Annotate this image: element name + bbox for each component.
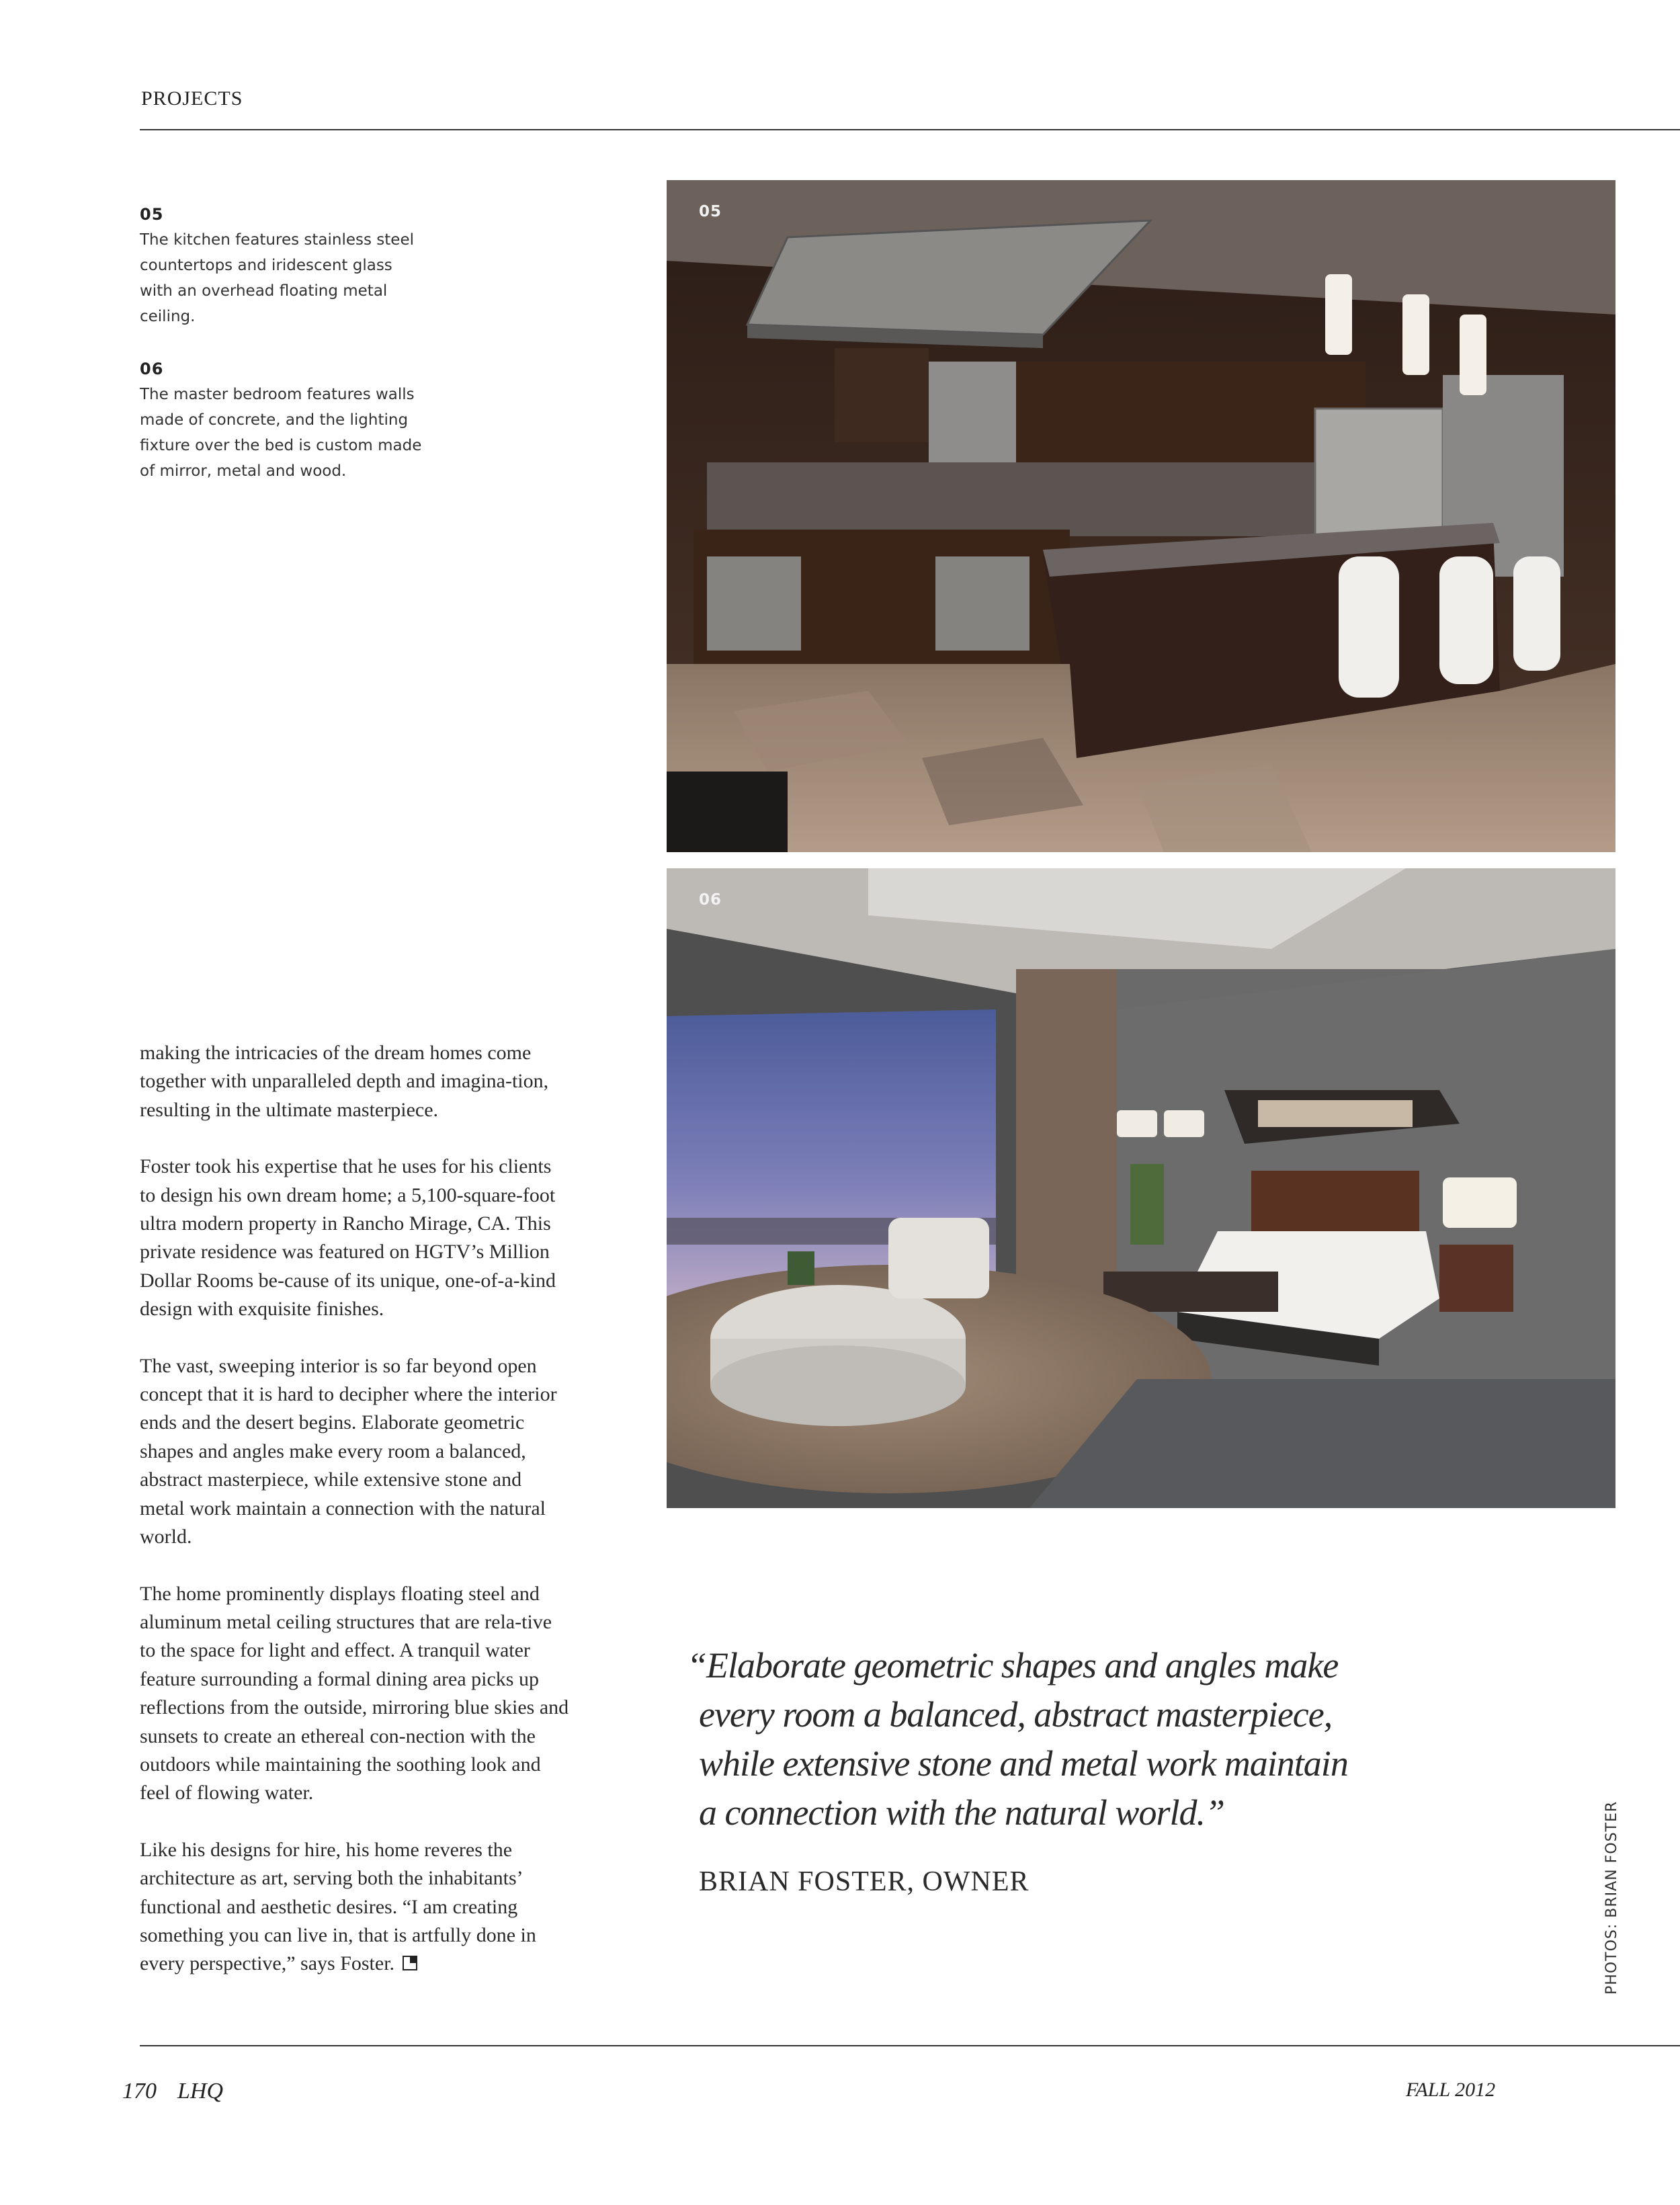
- bedroom-photo: [667, 868, 1615, 1508]
- end-of-article-icon: [403, 1956, 417, 1970]
- caption-number: 05: [140, 205, 164, 224]
- pull-quote-line: “Elaborate geometric shapes and angles make: [687, 1645, 1339, 1686]
- photo-label: 05: [699, 203, 722, 220]
- pull-quote-line: while extensive stone and metal work maintain: [699, 1743, 1348, 1784]
- caption-text: The master bedroom features walls made of concrete, and the lighting fixture over the bed is custom made of mirror, metal and wood.: [140, 386, 422, 480]
- caption-text: The kitchen features stainless steel countertops and iridescent glass with an overhead floating metal ceiling.: [140, 231, 414, 325]
- pull-quote-line: every room a balanced, abstract masterpiece,: [699, 1694, 1333, 1735]
- page-number: 170: [122, 2079, 157, 2104]
- header-rule: [140, 129, 1680, 130]
- kitchen-photo: [667, 180, 1615, 852]
- issue-date: FALL 2012: [1406, 2079, 1496, 2101]
- article-paragraph: making the intricacies of the dream homes come together with unparalleled depth and imagina-tion, resulting in the ultimate masterpiece.: [140, 1042, 549, 1121]
- photo-credit: PHOTOS: BRIAN FOSTER: [1603, 1800, 1620, 1995]
- article-paragraph: The vast, sweeping interior is so far beyond open concept that it is hard to decipher where the interior ends and the desert begins. Elaborate geometric shapes and angles make every room a balanced, abstract masterpiece, while extensive stone and metal work maintain a connection with the natural world.: [140, 1354, 557, 1548]
- pull-quote-line: a connection with the natural world.”: [699, 1792, 1224, 1833]
- article-paragraph: The home prominently displays floating steel and aluminum metal ceiling structures that are rela-tive to the space for light and effect. A tranquil water feature surrounding a formal dining area picks up reflections from the outside, mirroring blue skies and sunsets to create an ethereal con-nection with the outdoors while maintaining the soothing look and feel of flowing water.: [140, 1582, 569, 1804]
- pull-quote-attribution: BRIAN FOSTER, OWNER: [699, 1866, 1030, 1897]
- article-paragraph: Foster took his expertise that he uses for his clients to design his own dream home; a 5,100-square-foot ultra modern property in Rancho Mirage, CA. This private residence was featured on HGTV’s Million Dollar Rooms be-cause of its unique, one-of-a-kind design with exquisite finishes.: [140, 1155, 556, 1321]
- footer-rule: [140, 2045, 1680, 2046]
- photo-label: 06: [699, 891, 722, 909]
- section-label: PROJECTS: [141, 87, 243, 110]
- caption-number: 06: [140, 360, 164, 378]
- caption-06: [140, 356, 429, 484]
- article-body: [140, 1039, 570, 1979]
- article-paragraph-last: [140, 1836, 570, 1979]
- magazine-name: LHQ: [177, 2079, 224, 2104]
- caption-05: [140, 202, 429, 329]
- pull-quote: [687, 1641, 1493, 1837]
- article-paragraph-text: Like his designs for hire, his home reveres the architecture as art, serving both the inhabitants’ functional and aesthetic desires. “I am creating something you can live in, that is artfully done in every perspective,” says Foster.: [140, 1838, 536, 1975]
